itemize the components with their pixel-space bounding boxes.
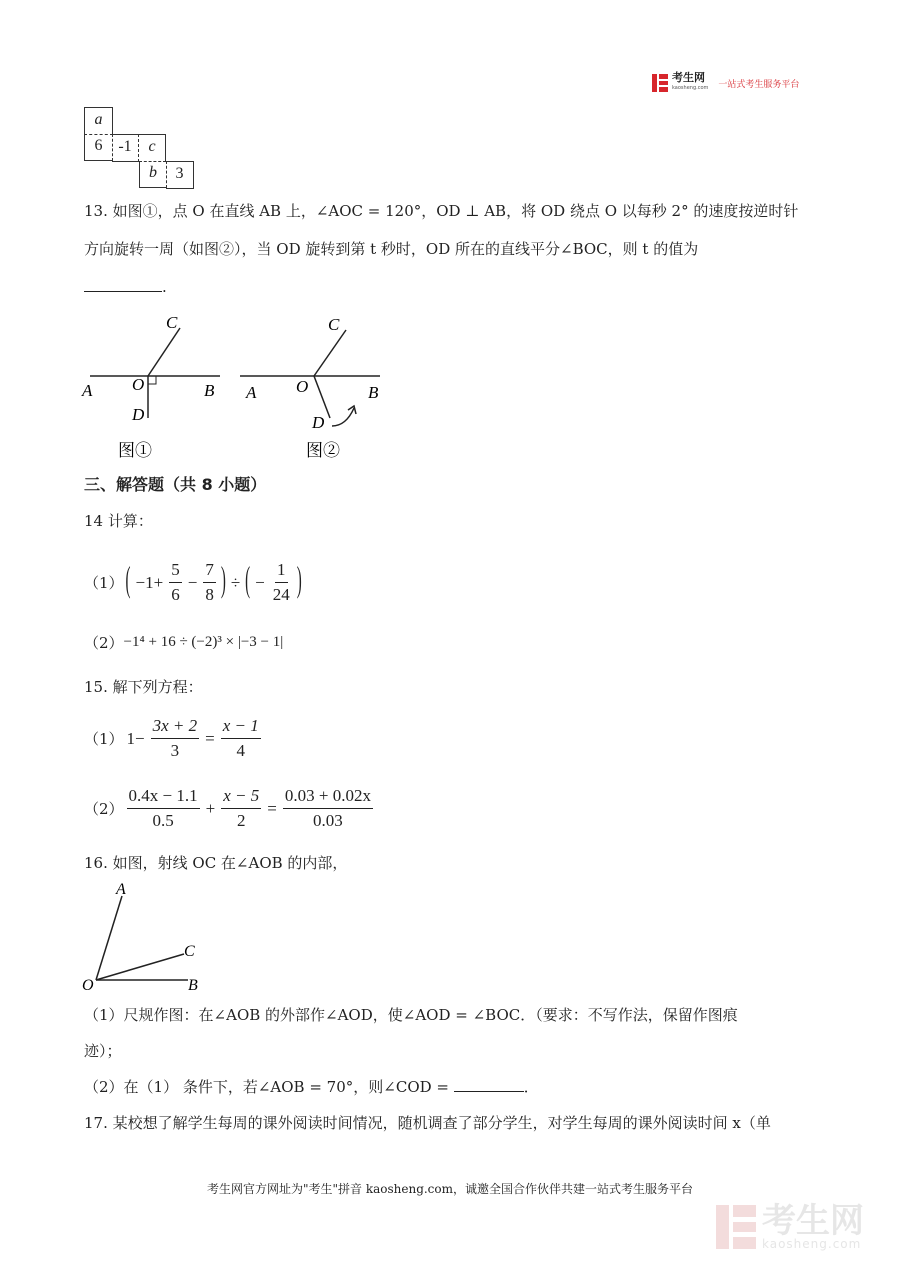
q13-figure2 <box>238 308 398 468</box>
watermark <box>716 1201 864 1251</box>
q16-label-c: C <box>184 943 195 960</box>
logo-text: 考生网 <box>672 71 705 84</box>
logo-sub: kaosheng.com <box>672 85 709 91</box>
watermark-icon <box>716 1205 756 1249</box>
q16-figure <box>80 878 220 998</box>
q14-part2: （2） −1⁴ + 16 ÷ (−2)³ × |−3 − 1| <box>84 634 284 652</box>
q16-label-o: O <box>82 977 94 994</box>
q16-title: 16. 如图，射线 OC 在∠AOB 的内部， <box>84 854 348 872</box>
fig1-label-o: O <box>132 375 145 394</box>
q16-part1-line1: （1）尺规作图：在∠AOB 的外部作∠AOD，使∠AOD = ∠BOC．（要求：不写作法，保留作图痕 <box>84 1006 738 1024</box>
net-cell-6: 6 <box>84 134 113 161</box>
net-cell-3: 3 <box>166 161 194 189</box>
q13-answer-blank[interactable] <box>84 277 162 292</box>
fig2-label-c: C <box>328 315 340 334</box>
fig2-label-d: D <box>312 413 325 432</box>
watermark-text: 考生网 <box>762 1201 864 1241</box>
fig2-label-b: B <box>368 383 379 402</box>
q13-line2: 方向旋转一周（如图②），当 OD 旋转到第 t 秒时，OD 所在的直线平分∠BOC，则 t 的值为 <box>84 240 699 258</box>
q13-line1: 13. 如图①，点 O 在直线 AB 上，∠AOC = 120°，OD ⊥ AB，将 OD 绕点 O 以每秒 2° 的速度按逆时针 <box>84 202 799 220</box>
net-cell-b: b <box>139 161 167 188</box>
q16-part1-line2: 迹）； <box>84 1042 122 1060</box>
fig1-label-b: B <box>204 381 215 400</box>
section3-title: 三、解答题（共 8 小题） <box>84 475 267 494</box>
net-cell-a: a <box>84 107 113 135</box>
q14-title: 14 计算： <box>84 512 153 530</box>
fig2-label-a: A <box>246 383 257 402</box>
fig1-label-c: C <box>166 313 178 332</box>
ray-oc <box>314 330 346 376</box>
q16-answer-blank[interactable] <box>454 1077 524 1092</box>
q13-figure1 <box>80 308 230 468</box>
watermark-sub: kaosheng.com <box>762 1237 862 1251</box>
q15-title: 15. 解下列方程： <box>84 678 203 696</box>
logo-slogan: 一站式考生服务平台 <box>718 79 800 90</box>
rotation-arrow <box>332 408 354 426</box>
ray-oc <box>96 954 184 980</box>
q17-line1: 17. 某校想了解学生每周的课外阅读时间情况，随机调查了部分学生，对学生每周的课外阅读时间 x（单 <box>84 1114 771 1132</box>
ray-oa <box>96 896 122 980</box>
fig1-label-d: D <box>132 405 145 424</box>
fig1-label-a: A <box>82 381 93 400</box>
q15-part2: （2） $\frac{0.4x - 1.1}{0.5}$ + $\frac{x - 5}{2}$ = $\frac{0.03 + 0.02x}{0.03}$ <box>84 786 371 830</box>
header-logo <box>652 72 799 94</box>
ray-oc <box>148 328 180 376</box>
q14-part1: （1） ( −1+ $\frac{5}{6}$ − $\frac{7}{8}$ ) ÷ ( − $\frac{1}{24}$ ) <box>84 560 302 604</box>
q15-part1: （1） 1− $\frac{3x + 2}{3}$ = $\frac{x - 1}{4}$ <box>84 716 259 760</box>
net-cell-minus1: -1 <box>112 134 139 162</box>
fig2-caption: 图② <box>306 441 340 461</box>
logo-icon <box>652 74 668 92</box>
ray-od <box>314 376 330 418</box>
q16-label-b: B <box>188 977 198 994</box>
fig2-label-o: O <box>296 377 309 396</box>
q16-part2: （2）在（1） 条件下，若∠AOB = 70°，则∠COD = ． <box>84 1078 539 1096</box>
fig1-caption: 图① <box>118 441 152 461</box>
footer-text: 考生网官方网址为"考生"拼音 kaosheng.com，诚邀全国合作伙伴共建一站式考生服务平台 <box>206 1182 694 1196</box>
net-cell-c: c <box>139 134 166 162</box>
q16-label-a: A <box>116 881 126 898</box>
q13-line3: . <box>84 276 167 298</box>
right-angle-mark <box>148 376 156 384</box>
